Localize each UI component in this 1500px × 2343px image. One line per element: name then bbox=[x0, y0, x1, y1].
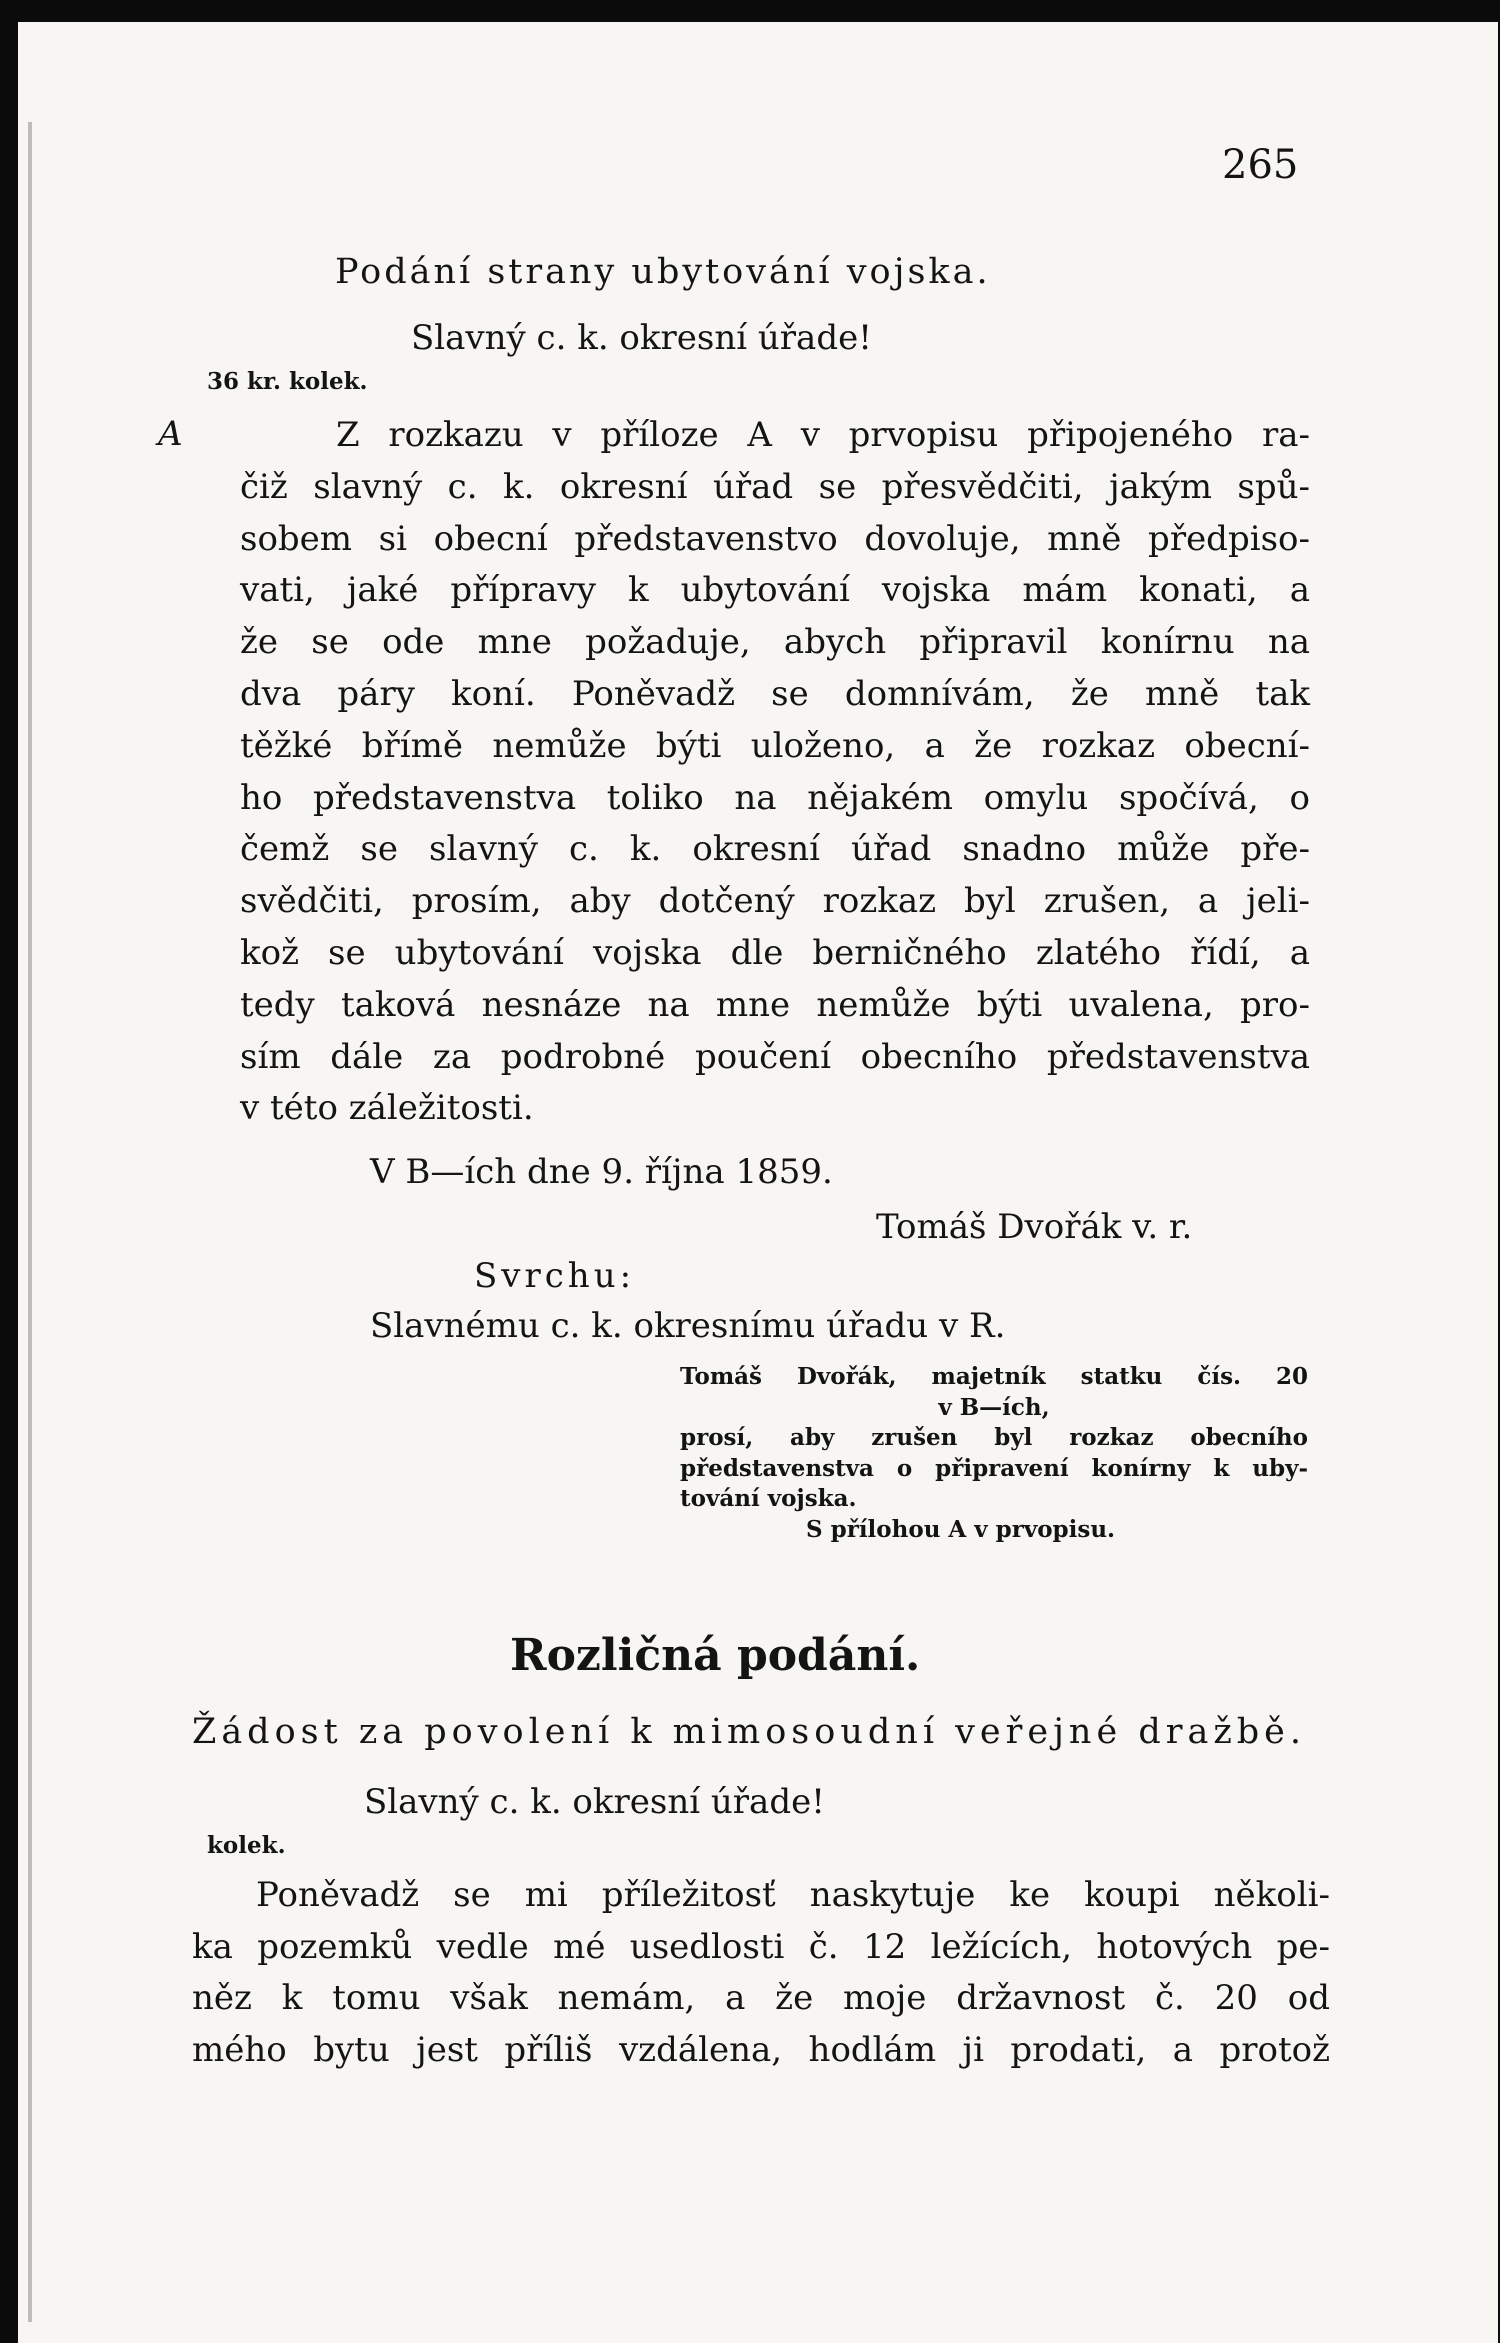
body-line: Poněvadž se mi příležitosť naskytuje ke koupi několi- bbox=[256, 1875, 1330, 1915]
margin-marker: A bbox=[158, 414, 183, 454]
note-line: Tomáš Dvořák, majetník statku čís. 20 bbox=[680, 1363, 1308, 1390]
body-line: sím dále za podrobné poučení obecního představenstva bbox=[240, 1036, 1310, 1077]
body-line: kož se ubytování vojska dle berničného zlatého řídí, a bbox=[240, 932, 1310, 973]
section2-title: Žádost za povolení k mimosoudní veřejné dražbě. bbox=[192, 1712, 1306, 1752]
body-line: těžké břímě nemůže býti uloženo, a že rozkaz obecní- bbox=[240, 725, 1310, 766]
svrchu-label: Svrchu: bbox=[474, 1256, 636, 1296]
body-line: Z rozkazu v příloze A v prvopisu připojeného ra- bbox=[336, 415, 1310, 455]
page-number: 265 bbox=[1222, 142, 1299, 188]
note-line: představenstva o připravení konírny k uby- bbox=[680, 1454, 1308, 1482]
section2-body bbox=[192, 1870, 1330, 2076]
signature: Tomáš Dvořák v. r. bbox=[876, 1207, 1193, 1247]
body-line: sobem si obecní představenstvo dovoluje, mně předpiso- bbox=[240, 518, 1310, 559]
body-line: něz k tomu však nemám, a že moje državnost č. 20 od bbox=[192, 1978, 1330, 2018]
date-line: V B—ích dne 9. října 1859. bbox=[370, 1152, 833, 1192]
body-line: vati, jaké přípravy k ubytování vojska mám konati, a bbox=[240, 570, 1310, 611]
note-line: S přílohou A v prvopisu. bbox=[806, 1515, 1116, 1543]
summary-note bbox=[680, 1362, 1308, 1545]
body-line: v této záležitosti. bbox=[240, 1088, 534, 1129]
body-line: tedy taková nesnáze na mne nemůže býti uvalena, pro- bbox=[240, 984, 1310, 1025]
note-line: prosí, aby zrušen byl rozkaz obecního bbox=[680, 1424, 1308, 1451]
section1-salutation: Slavný c. k. okresní úřade! bbox=[411, 318, 872, 358]
body-line: ho představenstva toliko na nějakém omylu spočívá, o bbox=[240, 777, 1310, 818]
section2-salutation: Slavný c. k. okresní úřade! bbox=[364, 1782, 825, 1822]
body-line: čemž se slavný c. k. okresní úřad snadno může pře- bbox=[240, 829, 1310, 870]
section1-body bbox=[240, 410, 1310, 1135]
body-line: svědčiti, prosím, aby dotčený rozkaz byl zrušen, a jeli- bbox=[240, 881, 1310, 922]
body-line: že se ode mne požaduje, abych připravil konírnu na bbox=[240, 622, 1310, 663]
note-line: v B—ích, bbox=[938, 1393, 1050, 1421]
body-line: dva páry koní. Poněvadž se domnívám, že mně tak bbox=[240, 673, 1310, 714]
body-line: ka pozemků vedle mé usedlosti č. 12 ležících, hotových pe- bbox=[192, 1926, 1330, 1967]
section1-title: Podání strany ubytování vojska. bbox=[335, 252, 991, 292]
body-line: mého bytu jest příliš vzdálena, hodlám ji prodati, a protož bbox=[192, 2029, 1330, 2070]
section2-stamp-note: kolek. bbox=[207, 1832, 286, 1859]
address-line: Slavnému c. k. okresnímu úřadu v R. bbox=[370, 1306, 1006, 1346]
section1-stamp-note: 36 kr. kolek. bbox=[207, 368, 368, 395]
note-line: tování vojska. bbox=[680, 1485, 857, 1512]
binding-edge bbox=[28, 122, 32, 2322]
body-line: čiž slavný c. k. okresní úřad se přesvědčiti, jakým spů- bbox=[240, 466, 1310, 507]
section2-heading: Rozličná podání. bbox=[510, 1630, 921, 1681]
